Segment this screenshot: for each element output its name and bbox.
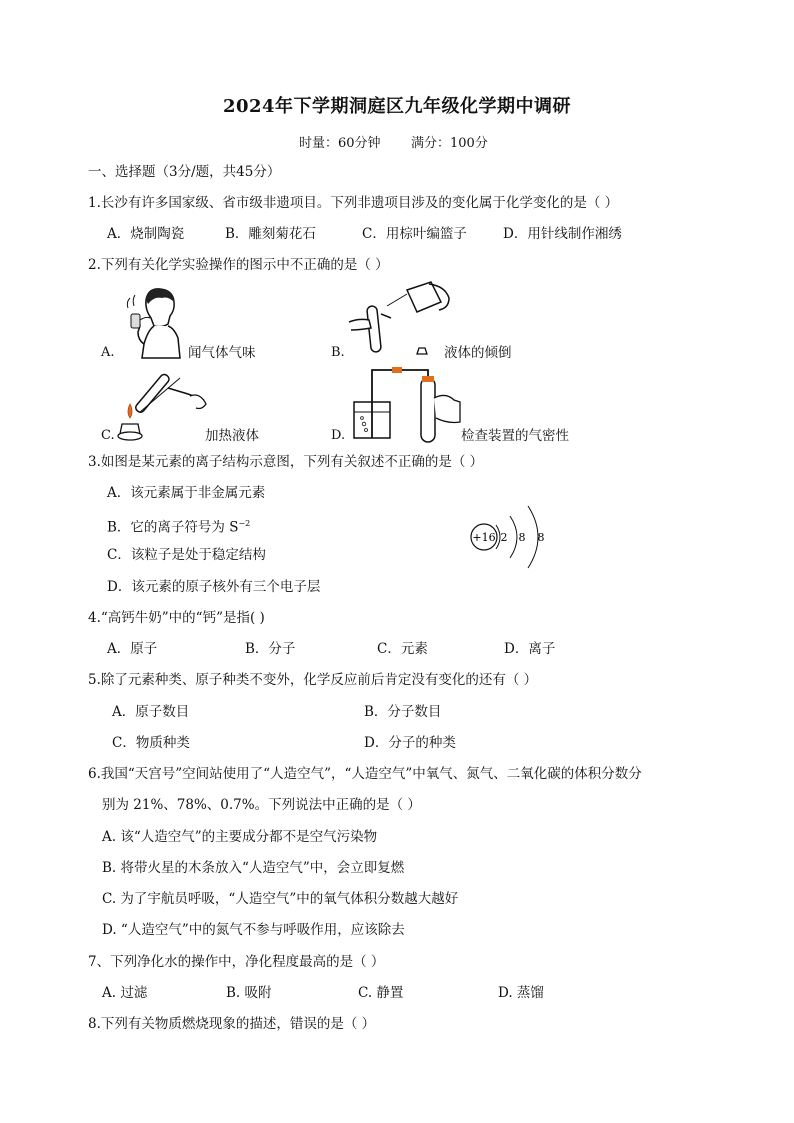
q4-option-c: C．元素 — [377, 641, 428, 657]
shell-2-electrons: 8 — [518, 531, 526, 544]
q7-option-c: C. 静置 — [358, 985, 404, 1001]
q2-option-d-caption: 检查装置的气密性 — [461, 428, 569, 444]
q1-option-c: C．用棕叶编篮子 — [362, 226, 467, 242]
q1-stem: 1.长沙有许多国家级、省市级非遗项目。下列非遗项目涉及的变化属于化学变化的是（ ） — [88, 195, 619, 211]
q6-option-b: B. 将带火星的木条放入“人造空气”中，会立即复燃 — [102, 860, 405, 876]
shell-arc-2 — [510, 516, 517, 558]
shell-arc-3 — [528, 506, 538, 568]
heat-liquid-illustration — [118, 364, 210, 442]
time-limit: 时量：60分钟 — [299, 136, 381, 151]
q6-option-c: C. 为了宇航员呼吸，“人造空气”中的氧气体积分数越大越好 — [102, 891, 459, 907]
q2-option-c-caption: 加热液体 — [205, 428, 259, 444]
q3-option-c: C．该粒子是处于稳定结构 — [107, 547, 266, 563]
q7-stem: 7、下列净化水的操作中，净化程度最高的是（ ） — [88, 954, 385, 970]
q1-option-a: A．烧制陶瓷 — [107, 226, 185, 242]
q2-stem: 2.下列有关化学实验操作的图示中不正确的是（ ） — [88, 257, 389, 273]
smell-gas-illustration — [118, 286, 193, 361]
stopper-icon — [415, 346, 429, 356]
q1-option-d: D．用针线制作湘绣 — [503, 226, 622, 242]
q5-option-a: A．原子数目 — [112, 704, 190, 720]
q5-option-d: D．分子的种类 — [364, 735, 456, 751]
q4-option-d: D．离子 — [504, 641, 556, 657]
q2-option-a-letter: A. — [101, 345, 115, 360]
q3-option-a: A．该元素属于非金属元素 — [107, 485, 266, 501]
q7-option-b: B. 吸附 — [226, 985, 272, 1001]
q3-option-b-text: B．它的离子符号为 S — [107, 519, 239, 536]
q2-option-b-letter: B. — [331, 345, 345, 360]
exam-title: 2024年下学期洞庭区九年级化学期中调研 — [222, 96, 572, 117]
section-title: 一、选择题（3分/题，共45分） — [88, 164, 281, 180]
q6-stem-line-2: 别为 21%、78%、0.7%。下列说法中正确的是（ ） — [102, 797, 421, 813]
q6-stem-line-1: 6.我国“天宫号”空间站使用了“人造空气”，“人造空气”中氧气、氮气、二氧化碳的体积分数分 — [88, 766, 642, 782]
shell-1-electrons: 2 — [500, 531, 508, 544]
q7-option-d: D. 蒸馏 — [498, 985, 544, 1001]
q5-option-b: B．分子数目 — [364, 704, 442, 720]
q8-stem: 8.下列有关物质燃烧现象的描述，错误的是（ ） — [88, 1016, 376, 1032]
ion-structure-diagram — [466, 500, 556, 574]
q2-option-c-letter: C. — [101, 428, 115, 443]
q5-option-c: C．物质种类 — [112, 735, 190, 751]
q6-option-a: A. 该“人造空气”的主要成分都不是空气污染物 — [102, 829, 378, 845]
q3-option-d: D．该元素的原子核外有三个电子层 — [107, 579, 321, 595]
q3-option-b — [107, 515, 250, 537]
shell-3-electrons: 8 — [537, 531, 545, 544]
nucleus-charge: +16 — [472, 531, 496, 544]
q3-stem: 3.如图是某元素的离子结构示意图，下列有关叙述不正确的是（ ） — [88, 454, 484, 470]
q2-option-a-caption: 闻气体气味 — [188, 345, 256, 361]
q4-option-a: A．原子 — [107, 641, 158, 657]
q6-option-d: D. “人造空气”中的氮气不参与呼吸作用，应该除去 — [102, 922, 405, 938]
q1-option-b: B．雕刻菊花石 — [225, 226, 316, 242]
q4-option-b: B．分子 — [245, 641, 296, 657]
q5-stem: 5.除了元素种类、原子种类不变外，化学反应前后肯定没有变化的还有（ ） — [88, 672, 538, 688]
q4-stem: 4.“高钙牛奶”中的“钙”是指( ) — [88, 610, 265, 626]
airtightness-check-illustration — [350, 362, 462, 444]
pour-liquid-illustration — [345, 280, 455, 358]
q2-option-d-letter: D. — [331, 428, 346, 443]
full-score: 满分：100分 — [411, 136, 488, 151]
q7-option-a: A. 过滤 — [102, 985, 148, 1001]
q2-option-b-caption: 液体的倾倒 — [444, 345, 512, 361]
q3-option-b-charge: −2 — [238, 519, 251, 528]
